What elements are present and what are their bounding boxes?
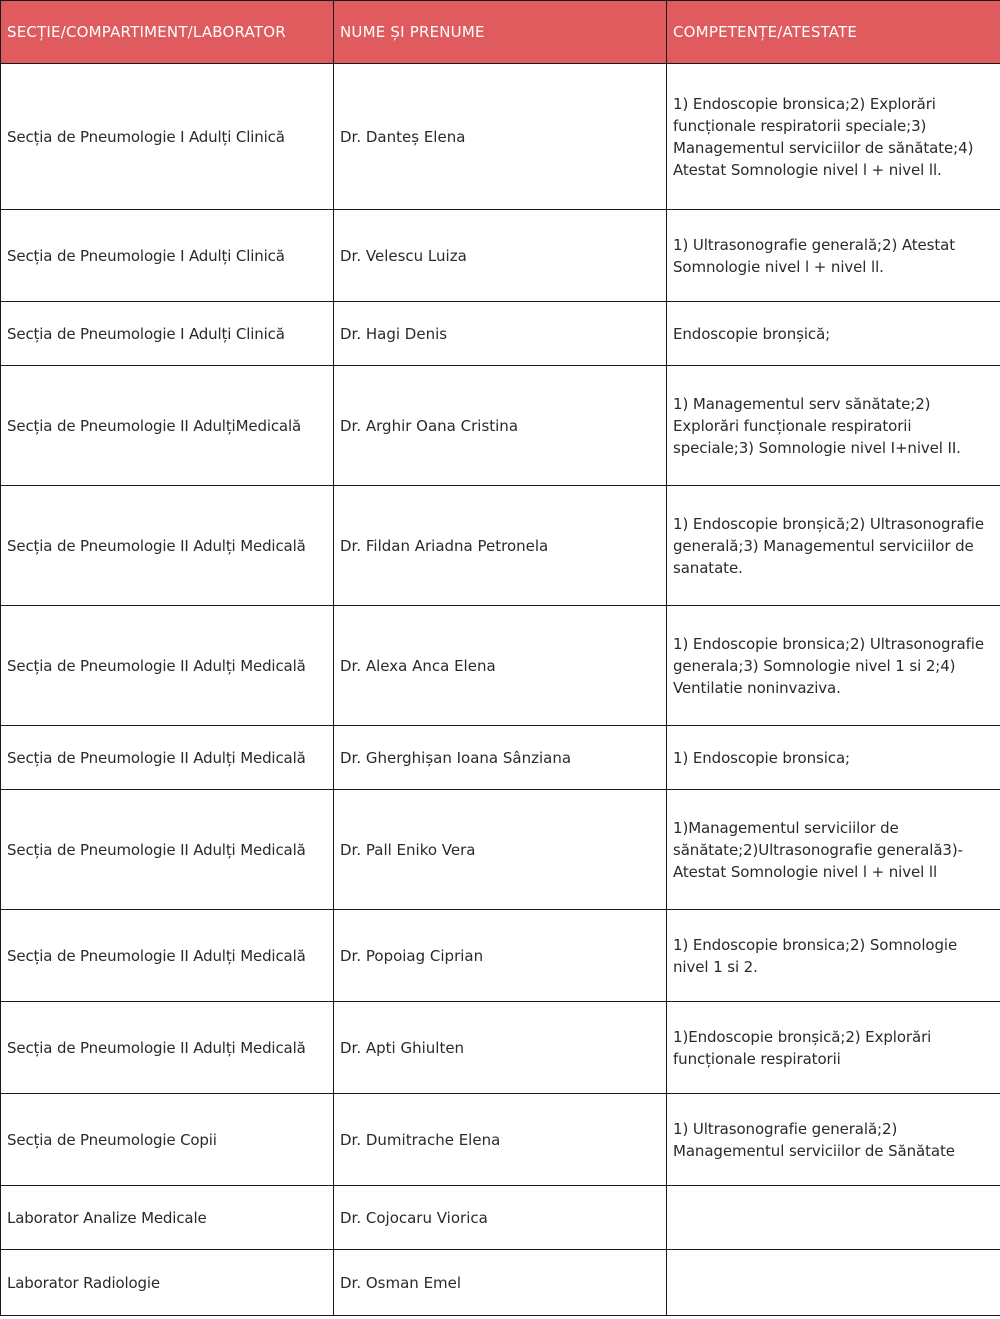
- department-cell: Secția de Pneumologie I Adulți Clinică: [1, 302, 334, 366]
- name-cell: Dr. Hagi Denis: [334, 302, 667, 366]
- table-row: [1, 366, 1000, 486]
- competencies-cell: Endoscopie bronșică;: [667, 302, 1000, 366]
- header-department: SECȚIE/COMPARTIMENT/LABORATOR: [1, 1, 334, 64]
- table-row: [1, 1094, 1000, 1186]
- department-cell: Secția de Pneumologie II AdulțiMedicală: [1, 366, 334, 486]
- table-row: [1, 726, 1000, 790]
- competencies-cell: 1) Ultrasonografie generală;2) Atestat Somnologie nivel l + nivel ll.: [667, 210, 1000, 302]
- name-cell: Dr. Apti Ghiulten: [334, 1002, 667, 1094]
- department-cell: Laborator Analize Medicale: [1, 1186, 334, 1250]
- table-body: [1, 64, 1000, 1316]
- name-cell: Dr. Cojocaru Viorica: [334, 1186, 667, 1250]
- department-cell: Secția de Pneumologie Copii: [1, 1094, 334, 1186]
- table-row: [1, 606, 1000, 726]
- department-cell: Laborator Radiologie: [1, 1250, 334, 1316]
- department-cell: Secția de Pneumologie II Adulți Medicală: [1, 910, 334, 1002]
- table-row: [1, 910, 1000, 1002]
- name-cell: Dr. Osman Emel: [334, 1250, 667, 1316]
- competencies-cell: 1) Managementul serv sănătate;2) Explorări funcționale respiratorii speciale;3) Somnologie nivel I+nivel II.: [667, 366, 1000, 486]
- competencies-cell: 1) Endoscopie bronșică;2) Ultrasonografie generală;3) Managementul serviciilor de sanatate.: [667, 486, 1000, 606]
- competencies-cell: 1) Endoscopie bronsica;2) Somnologie nivel 1 si 2.: [667, 910, 1000, 1002]
- header-name: NUME ȘI PRENUME: [334, 1, 667, 64]
- department-cell: Secția de Pneumologie II Adulți Medicală: [1, 1002, 334, 1094]
- table-row: [1, 64, 1000, 210]
- header-competencies: COMPETENȚE/ATESTATE: [667, 1, 1000, 64]
- name-cell: Dr. Fildan Ariadna Petronela: [334, 486, 667, 606]
- table-row: [1, 486, 1000, 606]
- competencies-cell: 1)Endoscopie bronșică;2) Explorări funcționale respiratorii: [667, 1002, 1000, 1094]
- competencies-cell: [667, 1186, 1000, 1250]
- competencies-cell: 1) Endoscopie bronsica;: [667, 726, 1000, 790]
- name-cell: Dr. Popoiag Ciprian: [334, 910, 667, 1002]
- name-cell: Dr. Danteș Elena: [334, 64, 667, 210]
- name-cell: Dr. Gherghișan Ioana Sânziana: [334, 726, 667, 790]
- table-header: [1, 1, 1000, 64]
- competencies-cell: 1) Endoscopie bronsica;2) Ultrasonografie generala;3) Somnologie nivel 1 si 2;4) Ventilatie noninvaziva.: [667, 606, 1000, 726]
- name-cell: Dr. Velescu Luiza: [334, 210, 667, 302]
- header-row: [1, 1, 1000, 64]
- table-row: [1, 1002, 1000, 1094]
- table-row: [1, 1186, 1000, 1250]
- table-row: [1, 302, 1000, 366]
- department-cell: Secția de Pneumologie II Adulți Medicală: [1, 790, 334, 910]
- competencies-cell: 1) Endoscopie bronsica;2) Explorări funcționale respiratorii speciale;3) Managementul serviciilor de sănătate;4) Atestat Somnologie nivel l + nivel ll.: [667, 64, 1000, 210]
- name-cell: Dr. Arghir Oana Cristina: [334, 366, 667, 486]
- competencies-cell: 1)Managementul serviciilor de sănătate;2)Ultrasonografie generală3)-Atestat Somnologie nivel l + nivel ll: [667, 790, 1000, 910]
- department-cell: Secția de Pneumologie II Adulți Medicală: [1, 726, 334, 790]
- name-cell: Dr. Pall Eniko Vera: [334, 790, 667, 910]
- department-cell: Secția de Pneumologie II Adulți Medicală: [1, 606, 334, 726]
- department-cell: Secția de Pneumologie II Adulți Medicală: [1, 486, 334, 606]
- name-cell: Dr. Dumitrache Elena: [334, 1094, 667, 1186]
- department-cell: Secția de Pneumologie I Adulți Clinică: [1, 64, 334, 210]
- department-cell: Secția de Pneumologie I Adulți Clinică: [1, 210, 334, 302]
- competencies-cell: [667, 1250, 1000, 1316]
- name-cell: Dr. Alexa Anca Elena: [334, 606, 667, 726]
- table-row: [1, 790, 1000, 910]
- table-row: [1, 1250, 1000, 1316]
- table-row: [1, 210, 1000, 302]
- competencies-cell: 1) Ultrasonografie generală;2) Managementul serviciilor de Sănătate: [667, 1094, 1000, 1186]
